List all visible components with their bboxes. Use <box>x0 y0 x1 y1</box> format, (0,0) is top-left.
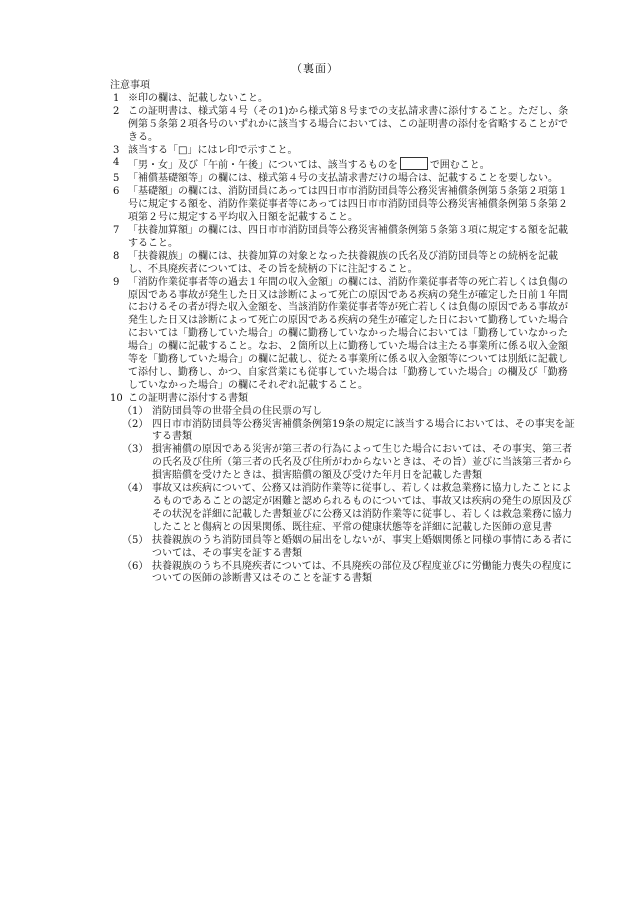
note-text: 該当する「□」にはレ印で示すこと。 <box>128 144 298 156</box>
note-number: 4 <box>113 157 120 169</box>
notes-section <box>110 80 575 586</box>
note-item-2 <box>110 106 575 145</box>
note-text: 「補償基礎額等」の欄には、様式第４号の支払請求書だけの場合は、記載することを要しない。 <box>128 173 558 185</box>
note-number: 7 <box>113 224 120 236</box>
note-number: 6 <box>113 186 120 198</box>
note-number: 1 <box>113 92 120 104</box>
attachment-text: 四日市市消防団員等公務災害補償条例第19条の規定に該当する場合においては、その事実を証する書類 <box>152 418 575 443</box>
note-number: 10 <box>110 392 123 404</box>
note-item-6 <box>110 186 575 225</box>
note-item-8 <box>110 251 575 277</box>
enclosure-box-example <box>400 157 428 170</box>
attachment-item-3 <box>110 444 575 483</box>
note-number: 3 <box>113 144 120 156</box>
note-number: 8 <box>113 250 120 262</box>
page-side-title: （裏面） <box>291 62 339 75</box>
attachment-number: （6） <box>122 560 149 572</box>
note-text: この証明書に添付する書類 <box>128 392 248 404</box>
note-item-10 <box>110 393 575 406</box>
note-item-3 <box>110 145 575 158</box>
attachment-item-1 <box>110 406 575 419</box>
note-text: 「消防作業従事者等の過去１年間の収入金額」の欄には、消防作業従事者等の死亡若しくは負傷の原因である事故が発生した日又は診断によって死亡の原因である疾病の発生が確定した日前１年間におけるその者が得た収入金額を、当該消防作業従事者等が死亡若しくは負傷の原因である事故が発生した日又は診断によって死亡の原因である疾病の発生が確定した日において勤務していた場合においては「勤務していた場合」の欄に勤務していなかった場合においては「勤務していなかった場合」の欄に記載すること。なお、２箇所以上に勤務していた場合は主たる事業所に係る収入金額等を「勤務していた場合」の欄に記載し、従たる事業所に係る収入金額等については別紙に記載して添付し、勤務し、かつ、自家営業にも従事していた場合は「勤務していた場合」の欄及び「勤務していなかった場合」の欄にそれぞれ記載すること。 <box>128 276 568 391</box>
note-text: 「扶養親族」の欄には、扶養加算の対象となった扶養親族の氏名及び消防団員等との続柄を記載し、不具廃疾者については、その旨を続柄の下に注記すること。 <box>128 250 558 275</box>
note-item-1 <box>110 93 575 106</box>
attachment-text: 事故又は疾病について、公務又は消防作業等に従事し、若しくは救急業務に協力したことによるものであることの認定が困難と認められるものについては、事故又は疾病の発生の原因及びその状況を詳細に記載した書類並びに公務又は消防作業等に従事し、若しくは救急業務に協力したことと傷病との因果関係、既往症、平常の健康状態等を詳細に記載した医師の意見書 <box>152 483 572 533</box>
attachment-item-6 <box>110 561 575 587</box>
note-item-4 <box>110 157 575 173</box>
attachment-list <box>110 406 575 587</box>
note-text: この証明書は、様式第４号（その1)から様式第８号までの支払請求書に添付すること。ただし、条例第５条第２項各号のいずれかに該当する場合においては、この証明書の添付を省略することができる。 <box>128 105 569 143</box>
note-text-after-box: で囲むこと。 <box>429 160 490 172</box>
attachment-text: 扶養親族のうち消防団員等と婚姻の届出をしないが、事実上婚姻関係と同様の事情にある者については、その事実を証する書類 <box>152 534 572 559</box>
note-item-7 <box>110 225 575 251</box>
note-number: 2 <box>113 105 120 117</box>
note-text: 「基礎額」の欄には、消防団員にあっては四日市市消防団員等公務災害補償条例第５条第２項第１号に規定する額を、消防作業従事者等にあっては四日市市消防団員等公務災害補償条例第５条第２項第２号に規定する平均収入日額を記載すること。 <box>128 186 568 224</box>
attachment-number: （1） <box>122 405 149 417</box>
note-item-9 <box>110 277 575 393</box>
attachment-item-2 <box>110 419 575 445</box>
attachment-item-5 <box>110 535 575 561</box>
attachment-number: （2） <box>122 418 149 430</box>
note-text: 「扶養加算額」の欄には、四日市市消防団員等公務災害補償条例第５条第３項に規定する額を記載すること。 <box>128 224 568 249</box>
note-number: 5 <box>113 173 120 185</box>
note-text: ※印の欄は、記載しないこと。 <box>128 92 268 104</box>
note-number: 9 <box>113 276 120 288</box>
attachment-text: 扶養親族のうち不具廃疾者については、不具廃疾の部位及び程度並びに労働能力喪失の程度についての医師の診断書又はそのことを証する書類 <box>152 560 572 585</box>
attachment-number: （5） <box>122 534 149 546</box>
note-text-before-box: 「男・女」及び「午前・午後」については、該当するものを <box>128 160 398 172</box>
attachment-number: （4） <box>122 483 149 495</box>
note-text <box>128 157 575 173</box>
notes-heading: 注意事項 <box>110 80 150 91</box>
note-item-5 <box>110 173 575 186</box>
attachment-item-4 <box>110 483 575 535</box>
attachment-number: （3） <box>122 444 149 456</box>
attachment-text: 損害補償の原因である災害が第三者の行為によって生じた場合においては、その事実、第三者の氏名及び住所（第三者の氏名及び住所がわからないときは、その旨）並びに当該第三者から損害賠償を受けたときは、損害賠償の額及び受けた年月日を記載した書類 <box>152 444 572 482</box>
attachment-text: 消防団員等の世帯全員の住民票の写し <box>152 405 322 417</box>
